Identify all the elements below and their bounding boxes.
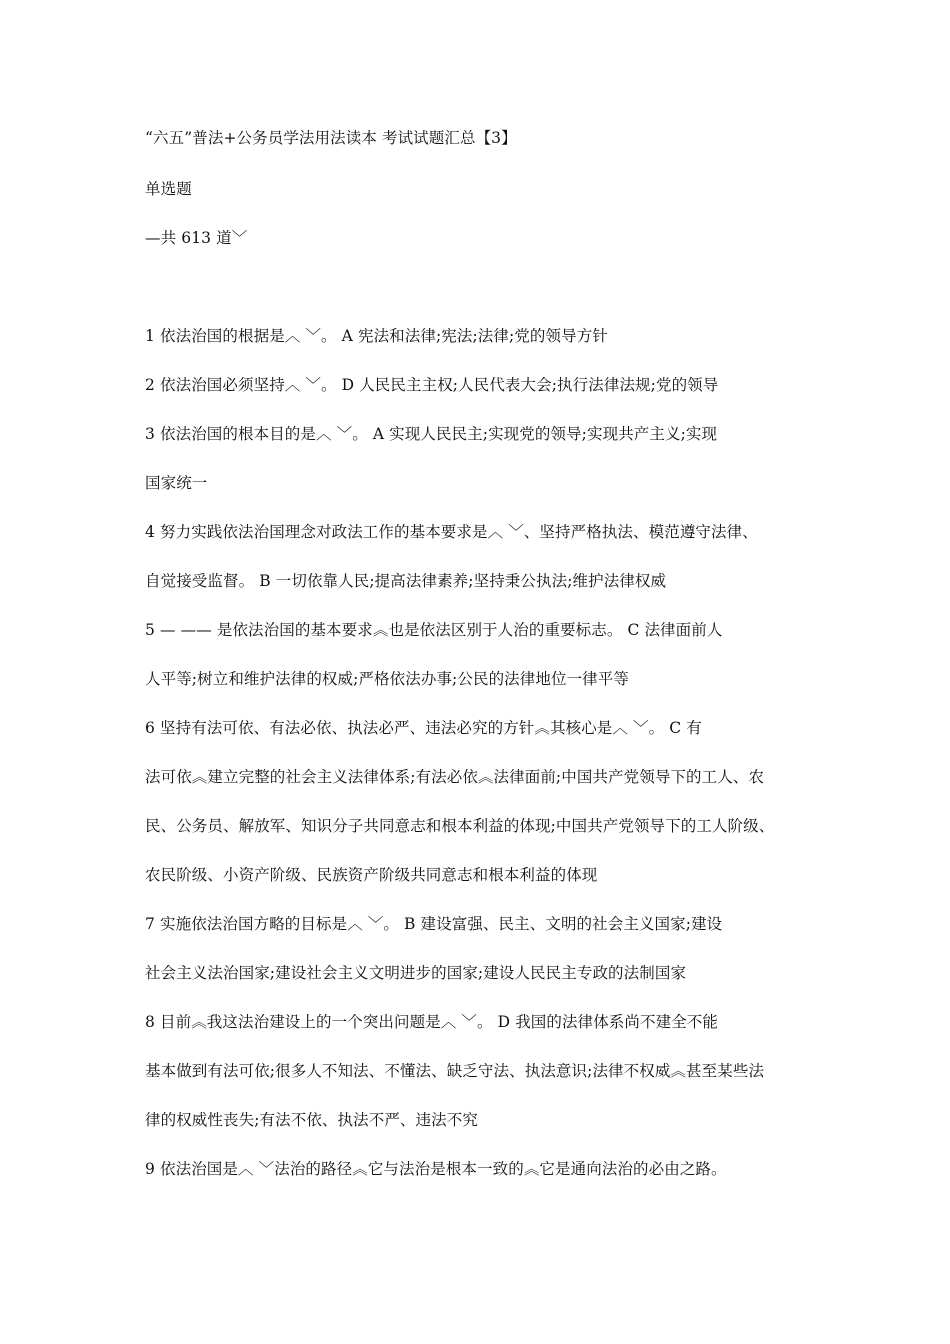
question-line-6: 6 坚持有法可依、有法必依、执法必严、违法必究的方针︽其核心是︿ ﹀。 C 有 bbox=[145, 719, 702, 737]
question-count-note: —共 613 道﹀ bbox=[145, 229, 248, 247]
question-line-3-cont: 国家统一 bbox=[145, 474, 208, 492]
question-count-block bbox=[145, 226, 825, 250]
question-line-5: 5 — —— 是依法治国的基本要求︽也是依法区别于人治的重要标志。 C 法律面前人 bbox=[145, 621, 723, 639]
question-line-8: 8 目前︽我这法治建设上的一个突出问题是︿ ﹀。 D 我国的法律体系尚不建全不能 bbox=[145, 1013, 718, 1031]
question-line-3: 3 依法治国的根本目的是︿ ﹀。 A 实现人民民主;实现党的领导;实现共产主义;实现 bbox=[145, 425, 718, 443]
question-line-8-cont-1: 基本做到有法可依;很多人不知法、不懂法、缺乏守法、执法意识;法律不权威︽甚至某些法 bbox=[145, 1062, 765, 1080]
question-line-6-cont-1: 法可依︽建立完整的社会主义法律体系;有法必依︽法律面前;中国共产党领导下的工人、农 bbox=[145, 768, 765, 786]
question-line-4: 4 努力实践依法治国理念对政法工作的基本要求是︿ ﹀、坚持严格执法、模范遵守法律、 bbox=[145, 523, 758, 541]
question-line-7: 7 实施依法治国方略的目标是︿ ﹀。 B 建设富强、民主、文明的社会主义国家;建设 bbox=[145, 915, 723, 933]
section-type-block bbox=[145, 177, 825, 201]
question-line-7-cont: 社会主义法治国家;建设社会主义文明进步的国家;建设人民民主专政的法制国家 bbox=[145, 964, 687, 982]
question-list bbox=[145, 324, 825, 1206]
section-type-label: 单选题 bbox=[145, 180, 192, 198]
question-line-2: 2 依法治国必须坚持︿ ﹀。 D 人民民主主权;人民代表大会;执行法律法规;党的领导 bbox=[145, 376, 719, 394]
question-line-8-cont-2: 律的权威性丧失;有法不依、执法不严、违法不究 bbox=[145, 1111, 478, 1129]
question-line-4-cont: 自觉接受监督。 B 一切依靠人民;提高法律素养;坚持秉公执法;维护法律权威 bbox=[145, 572, 667, 590]
question-line-1: 1 依法治国的根据是︿ ﹀。 A 宪法和法律;宪法;法律;党的领导方针 bbox=[145, 327, 608, 345]
document-title-block bbox=[145, 126, 825, 150]
document-title: “六五”普法+公务员学法用法读本 考试试题汇总【3】 bbox=[145, 129, 517, 147]
question-line-9: 9 依法治国是︿ ﹀法治的路径︽它与法治是根本一致的︽它是通向法治的必由之路。 bbox=[145, 1160, 727, 1178]
question-line-5-cont: 人平等;树立和维护法律的权威;严格依法办事;公民的法律地位一律平等 bbox=[145, 670, 629, 688]
question-line-6-cont-2: 民、公务员、解放军、知识分子共同意志和根本利益的体现;中国共产党领导下的工人阶级、 bbox=[145, 817, 775, 835]
question-line-6-cont-3: 农民阶级、小资产阶级、民族资产阶级共同意志和根本利益的体现 bbox=[145, 866, 598, 884]
